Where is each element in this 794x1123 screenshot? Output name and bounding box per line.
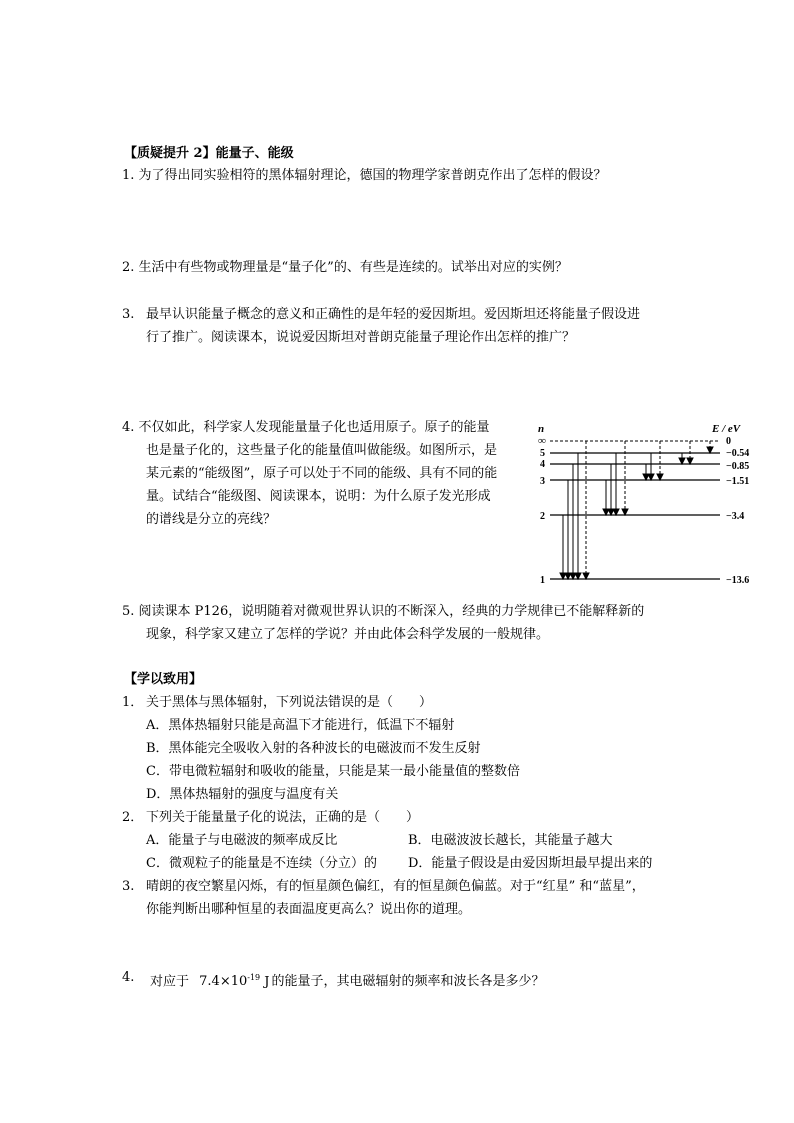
exercise-1-option-c: C．带电微粒辐射和吸收的能量，只能是某一最小能量值的整数倍 [146, 764, 520, 779]
level-4-n: 4 [540, 459, 545, 470]
question-4-line-2: 也是量子化的，这些量子化的能量值叫做能级。如图所示，是 [146, 443, 498, 458]
level-5-energy: −0.54 [726, 448, 750, 459]
question-3-line-1: 最早认识能量子概念的意义和正确性的是年轻的爱因斯坦。爱因斯坦还将能量子假设进 [146, 307, 641, 322]
question-5-line-1: 5. 阅读课本 P126，说明随着对微观世界认识的不断深入，经典的力学规律已不能解释新的 [122, 604, 645, 619]
level-4-energy: −0.85 [726, 461, 750, 472]
transitions-to-level-5 [707, 441, 713, 453]
exercise-1-option-b: B．黑体能完全吸收入射的各种波长的电磁波而不发生反射 [146, 741, 481, 756]
transitions-to-level-1 [560, 441, 589, 579]
level-1-n: 1 [540, 575, 545, 586]
exercise-2-option-a: A．能量子与电磁波的频率成反比 [146, 833, 338, 848]
level-3-n: 3 [540, 476, 545, 487]
question-4-line-4: 量。试结合“能级图、阅读课本，说明：为什么原子发光形成 [146, 489, 491, 504]
question-1: 1. 为了得出同实验相符的黑体辐射理论，德国的物理学家普朗克作出了怎样的假设？ [122, 168, 607, 183]
exercise-3-number: 3. [122, 879, 135, 894]
question-4-line-1: 4. 不仅如此，科学家人发现能量量子化也适用原子。原子的能量 [122, 420, 490, 435]
energy-level-diagram [530, 418, 770, 590]
exercise-1-option-d: D．黑体热辐射的强度与温度有关 [146, 787, 339, 802]
level-5-n: 5 [540, 448, 545, 459]
exercise-3-line-2: 你能判断出哪种恒星的表面温度更高么？说出你的道理。 [146, 902, 472, 917]
section-title-apply: 【学以致用】 [124, 672, 203, 687]
question-3-line-2: 行了推广。阅读课本，说说爱因斯坦对普朗克能量子理论作出怎样的推广？ [146, 330, 576, 345]
exercise-2-option-b: B．电磁波波长越长，其能量子越大 [408, 833, 613, 848]
question-4-line-3: 某元素的“能级图”，原子可以处于不同的能级、具有不同的能 [146, 466, 498, 481]
transitions-to-level-2 [603, 441, 628, 515]
level-1-energy: −13.6 [726, 575, 750, 586]
transitions-to-level-3 [643, 441, 663, 480]
exercise-4-unit: J [264, 974, 270, 990]
exercise-2-number: 2． [122, 810, 144, 825]
question-5-line-2: 现象，科学家又建立了怎样的学说？并由此体会科学发展的一般规律。 [146, 627, 550, 642]
diagram-n-label: n [538, 423, 545, 435]
question-3-number: 3. [122, 307, 135, 322]
exercise-4-number: 4. [122, 970, 135, 985]
exercise-2-option-c: C．微观粒子的能量是不连续（分立）的 [146, 856, 377, 871]
level-3-energy: −1.51 [726, 476, 750, 487]
level-2-n: 2 [540, 511, 545, 522]
level-infinity-n: ∞ [538, 435, 546, 447]
level-2-energy: −3.4 [726, 511, 745, 522]
exercise-4-prefix: 对应于 [150, 974, 190, 990]
exercise-4-suffix: 的能量子，其电磁辐射的频率和波长各是多少？ [271, 974, 545, 990]
exercise-2-question: 下列关于能量量子化的说法，正确的是（ ） [146, 810, 420, 825]
exercise-4-text [150, 969, 545, 991]
exercise-4-exponent: -19 [247, 973, 261, 982]
exercise-1-number: 1． [122, 695, 144, 710]
question-4-line-5: 的谱线是分立的亮线？ [146, 512, 277, 527]
exercise-1-option-a: A．黑体热辐射只能是高温下才能进行，低温下不辐射 [146, 718, 455, 733]
section-title-doubt: 【质疑提升 2】能量子、能级 [124, 146, 294, 161]
exercise-3-line-1: 晴朗的夜空繁星闪烁，有的恒星颜色偏红，有的恒星颜色偏蓝。对于“红星” 和“蓝星”， [146, 879, 645, 894]
exercise-1-question: 关于黑体与黑体辐射，下列说法错误的是（ ） [146, 695, 433, 710]
exercise-2-option-d: D．能量子假设是由爱因斯坦最早提出来的 [408, 856, 653, 871]
level-infinity-energy: 0 [726, 436, 731, 447]
exercise-4-value: 7.4×10 [199, 974, 248, 990]
diagram-e-label: E / eV [712, 423, 741, 435]
question-2: 2. 生活中有些物或物理量是“量子化”的、有些是连续的。试举出对应的实例？ [122, 260, 568, 275]
